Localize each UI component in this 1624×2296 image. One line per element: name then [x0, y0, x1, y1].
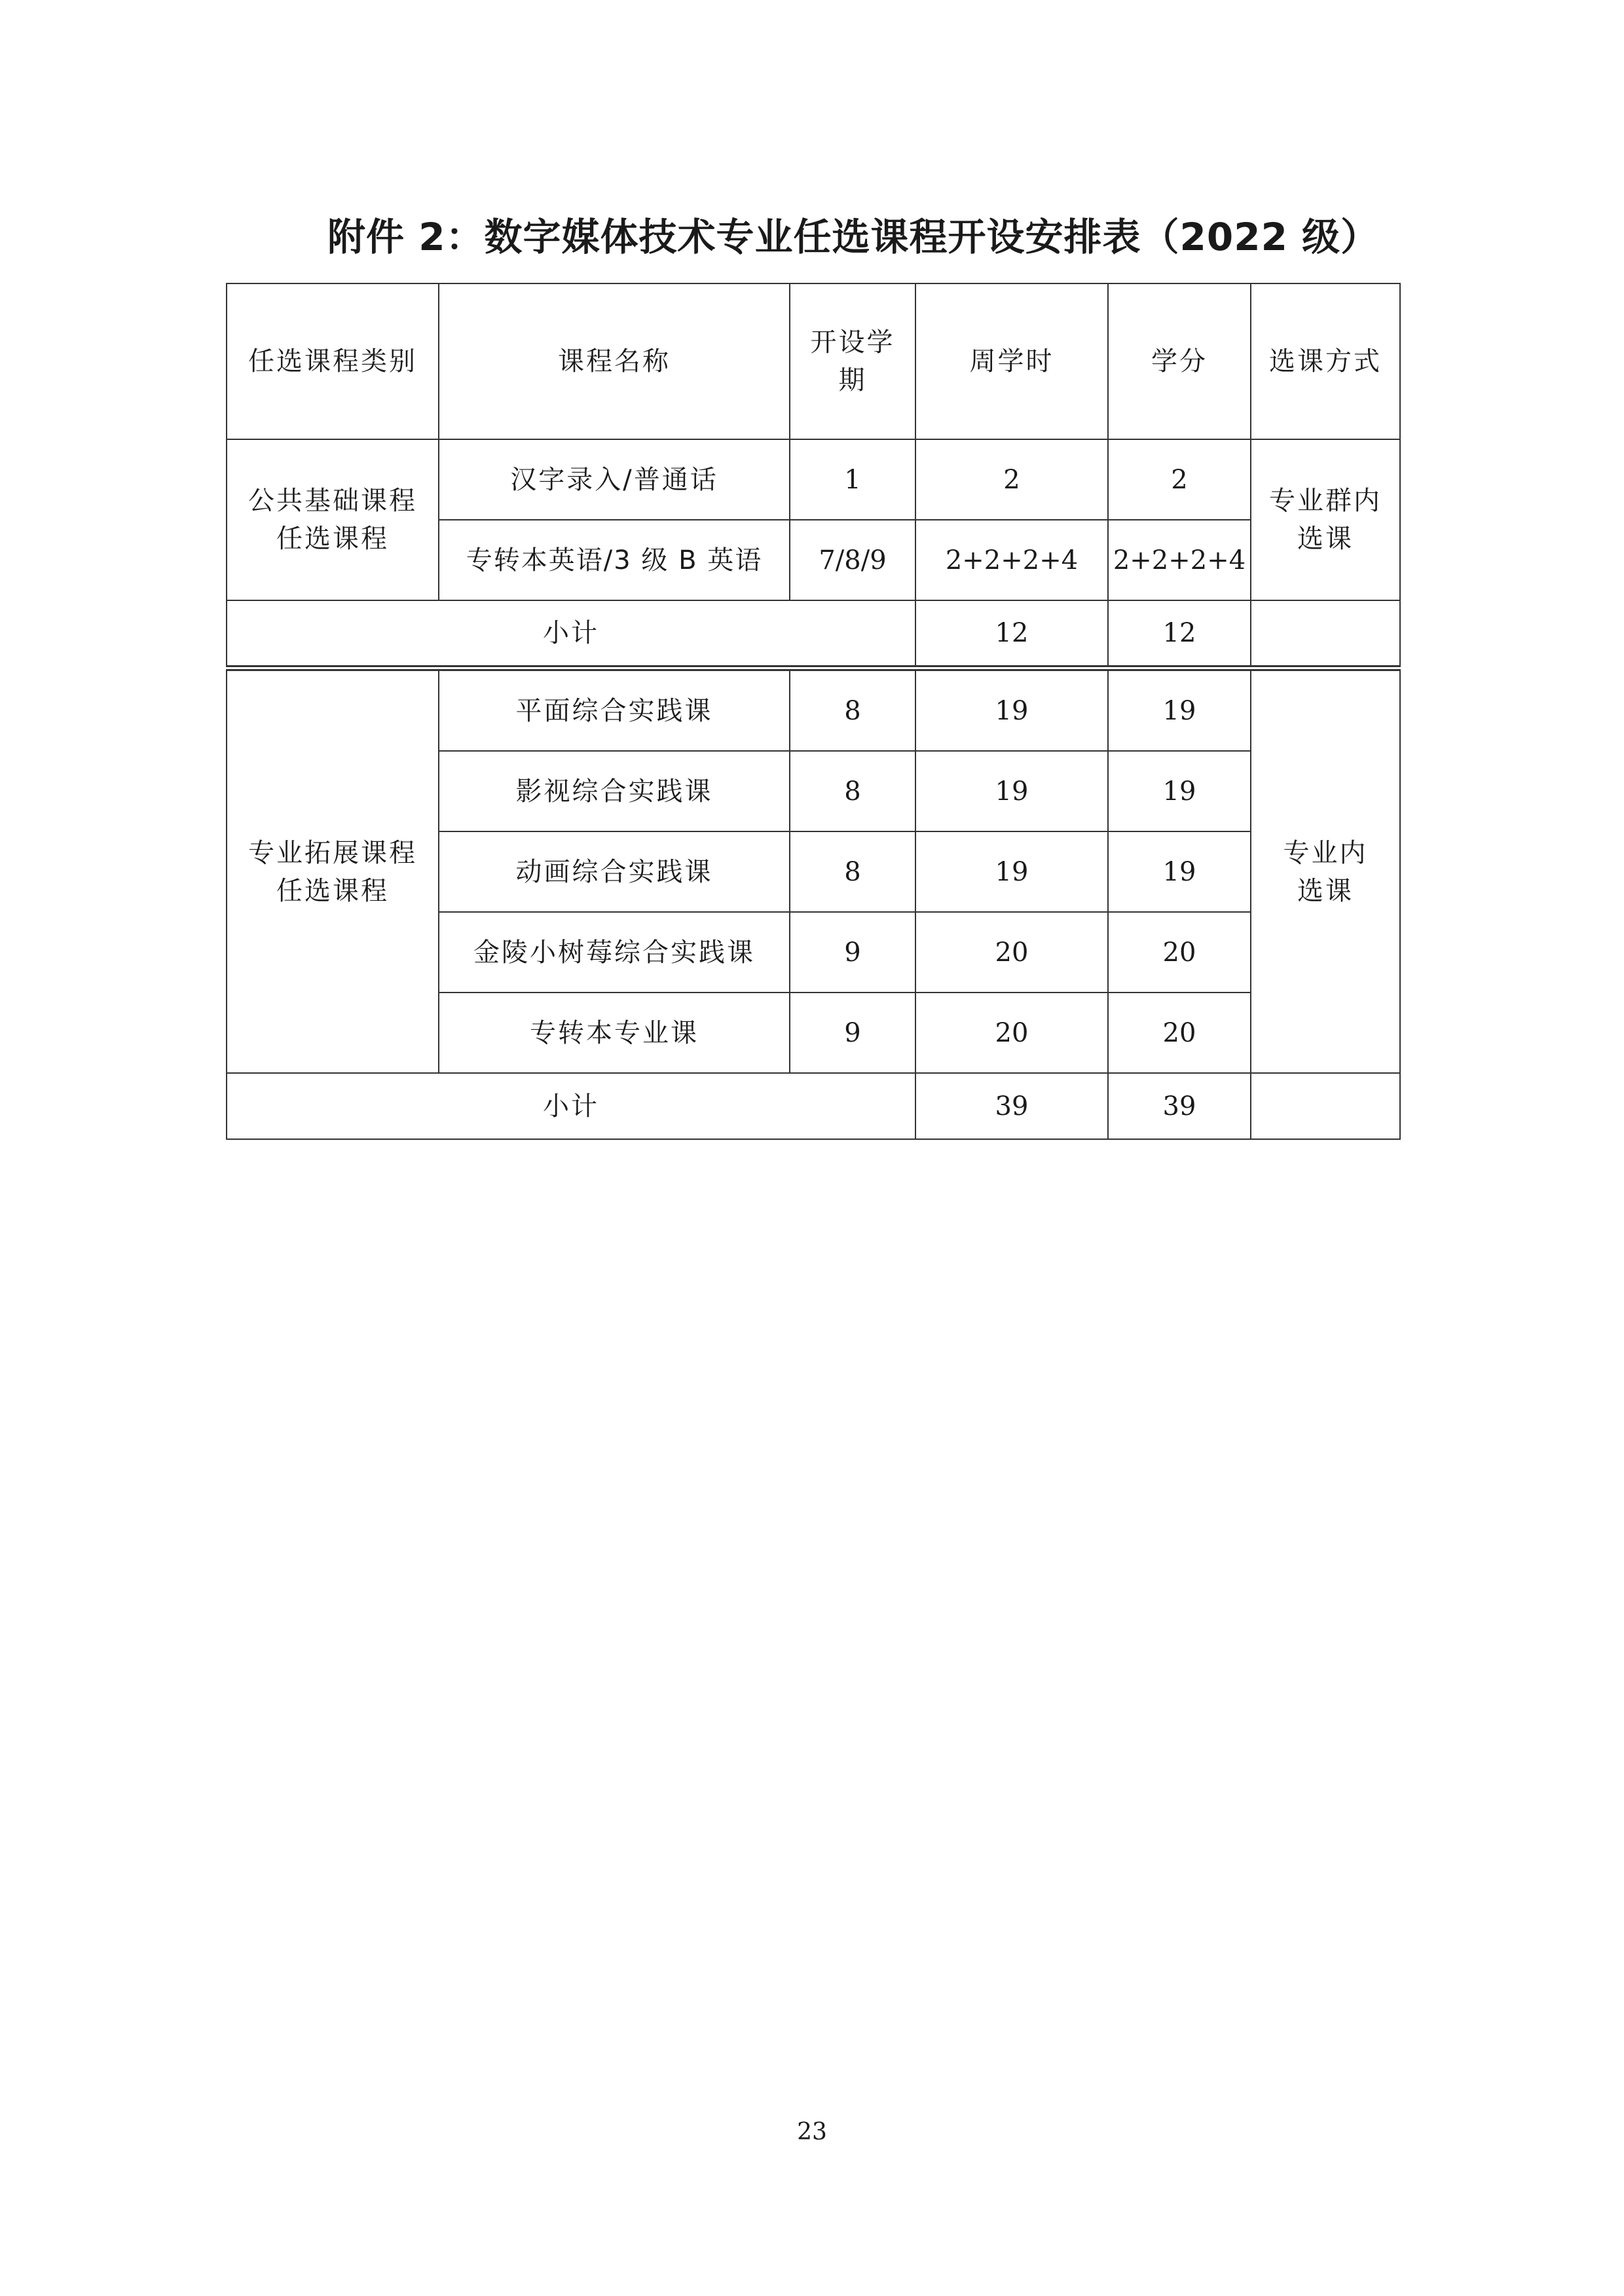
course-name: 金陵小树莓综合实践课 — [439, 912, 790, 993]
group2-method-line2: 选课 — [1297, 875, 1354, 906]
header-category: 任选课程类别 — [227, 283, 439, 439]
course-credits: 20 — [1108, 993, 1251, 1073]
group2-method-line1: 专业内 — [1283, 837, 1368, 868]
group2-category-line2: 任选课程 — [276, 875, 389, 906]
header-selection-method: 选课方式 — [1251, 283, 1400, 439]
course-name: 汉字录入/普通话 — [439, 439, 790, 520]
subtotal-label: 小计 — [227, 1073, 915, 1139]
course-credits: 2+2+2+4 — [1108, 520, 1251, 600]
subtotal-empty — [1251, 1073, 1400, 1139]
course-semester: 7/8/9 — [790, 520, 915, 600]
course-name: 平面综合实践课 — [439, 668, 790, 752]
course-credits: 19 — [1108, 668, 1251, 752]
page-title: 附件 2：数字媒体技术专业任选课程开设安排表（2022 级） — [327, 215, 1380, 259]
course-name: 影视综合实践课 — [439, 751, 790, 831]
course-credits: 2 — [1108, 439, 1251, 520]
subtotal-row — [227, 600, 1400, 668]
group1-method — [1251, 439, 1400, 600]
subtotal-credits: 12 — [1108, 600, 1251, 668]
group2-category-line1: 专业拓展课程 — [248, 837, 417, 868]
course-name: 动画综合实践课 — [439, 831, 790, 912]
course-semester: 8 — [790, 668, 915, 752]
header-weekly-hours: 周学时 — [915, 283, 1108, 439]
header-semester-line2: 期 — [838, 365, 867, 395]
table-row — [227, 668, 1400, 752]
course-hours: 2 — [915, 439, 1108, 520]
course-semester: 8 — [790, 831, 915, 912]
group1-category-line1: 公共基础课程 — [248, 486, 417, 516]
course-hours: 19 — [915, 668, 1108, 752]
course-hours: 20 — [915, 912, 1108, 993]
header-course-name: 课程名称 — [439, 283, 790, 439]
course-semester: 9 — [790, 993, 915, 1073]
course-semester: 9 — [790, 912, 915, 993]
subtotal-row — [227, 1073, 1400, 1139]
course-hours: 19 — [915, 751, 1108, 831]
course-hours: 2+2+2+4 — [915, 520, 1108, 600]
course-hours: 20 — [915, 993, 1108, 1073]
course-semester: 8 — [790, 751, 915, 831]
course-credits: 19 — [1108, 831, 1251, 912]
group1-category — [227, 439, 439, 600]
page-number: 23 — [797, 2119, 827, 2145]
header-credits: 学分 — [1108, 283, 1251, 439]
course-semester: 1 — [790, 439, 915, 520]
group1-method-line1: 专业群内 — [1269, 486, 1382, 516]
course-credits: 19 — [1108, 751, 1251, 831]
subtotal-hours: 12 — [915, 600, 1108, 668]
subtotal-empty — [1251, 600, 1400, 668]
group2-method — [1251, 668, 1400, 1074]
table-header-row — [227, 283, 1400, 439]
course-credits: 20 — [1108, 912, 1251, 993]
header-semester — [790, 283, 915, 439]
subtotal-label: 小计 — [227, 600, 915, 668]
group1-category-line2: 任选课程 — [276, 524, 389, 554]
course-hours: 19 — [915, 831, 1108, 912]
header-semester-line1: 开设学 — [810, 327, 895, 357]
subtotal-hours: 39 — [915, 1073, 1108, 1139]
table-row — [227, 439, 1400, 520]
subtotal-credits: 39 — [1108, 1073, 1251, 1139]
group2-category — [227, 668, 439, 1074]
course-name: 专转本专业课 — [439, 993, 790, 1073]
course-name: 专转本英语/3 级 B 英语 — [439, 520, 790, 600]
course-schedule-table — [226, 283, 1401, 1140]
group1-method-line2: 选课 — [1297, 524, 1354, 554]
